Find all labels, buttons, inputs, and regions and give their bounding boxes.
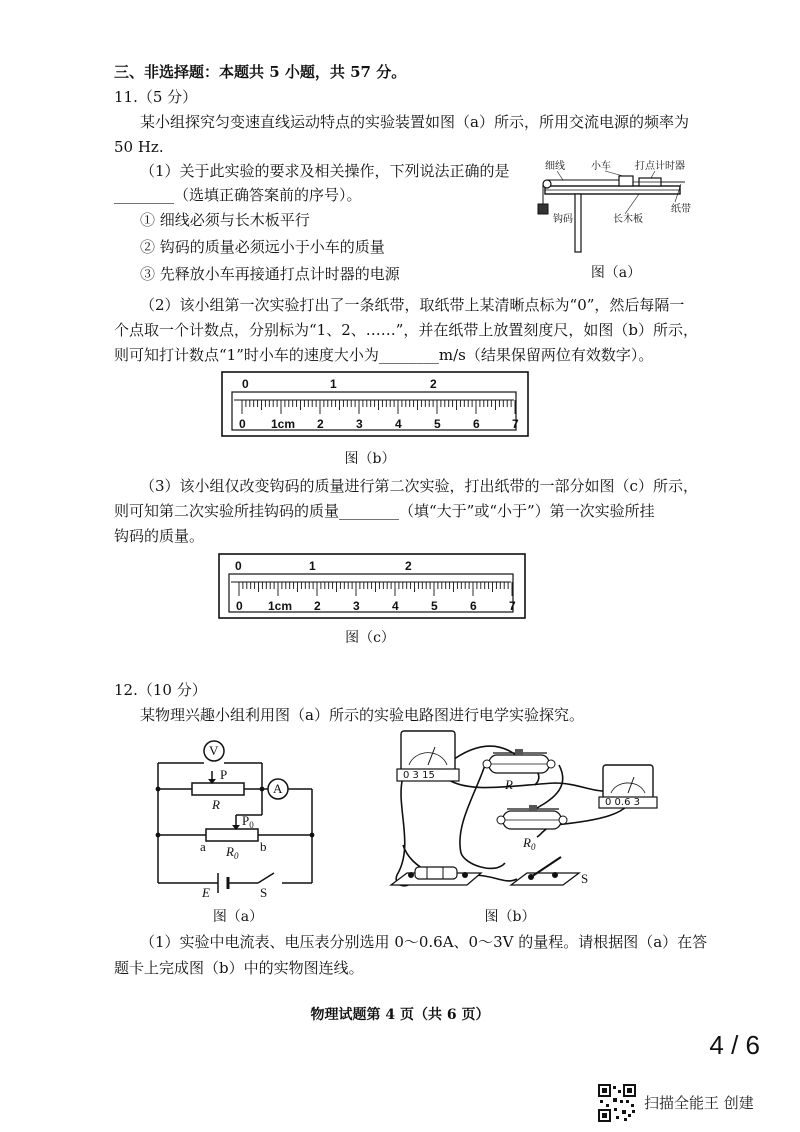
tape-label-2: 2 (405, 559, 412, 573)
ruler-cm-label: 4 (395, 417, 402, 431)
resistor-r-label: R (212, 797, 220, 812)
ruler-cm-label: 4 (392, 599, 399, 613)
ruler-cm-label: 7 (512, 417, 519, 431)
ammeter-device (599, 765, 657, 808)
photo-r0-sub: 0 (530, 842, 536, 852)
q11-option-1: ① 细线必须与长木板平行 (140, 211, 310, 229)
q11-heading: 11.（5 分） (114, 88, 198, 106)
q11-intro-line-1: 某小组探究匀变速直线运动特点的实验装置如图（a）所示，所用交流电源的频率为 (140, 113, 689, 131)
slider-p0-sub: 0 (249, 820, 254, 830)
switch-s-label: S (260, 885, 268, 900)
voltmeter-terminals: 0 3 15 (403, 770, 435, 781)
q12-part1-line-2: 题卡上完成图（b）中的实物图连线。 (114, 959, 364, 977)
ruler-cm-label: 1cm (271, 417, 296, 431)
resistor-r0-sub: 0 (233, 851, 239, 861)
q12-part1-line-1: （1）实验中电流表、电压表分别选用 0～0.6A、0～3V 的量程。请根据图（a）在答 (140, 933, 708, 951)
ruler-cm-label: 3 (356, 417, 363, 431)
ruler-c (217, 552, 527, 622)
tape-label-1: 1 (330, 377, 337, 391)
battery-device (391, 867, 481, 885)
ammeter-terminals: 0 0.6 3 (605, 797, 640, 808)
tape-label-1: 1 (309, 559, 316, 573)
slider-p-label: P (220, 767, 228, 782)
page-footer: 物理试题第 4 页（共 6 页） (310, 1007, 490, 1023)
q12-fig-a-caption: 图（a） (212, 909, 264, 925)
photo-r-label: R (505, 777, 513, 792)
ruler-cm-label: 0 (236, 599, 243, 613)
section-header: 三、非选择题：本题共 5 小题，共 57 分。 (114, 63, 407, 81)
q11-part1-line-1: （1）关于此实验的要求及相关操作，下列说法正确的是 (140, 162, 510, 180)
ruler-cm-label: 6 (470, 599, 477, 613)
switch-device (511, 857, 588, 886)
ruler-cm-label: 7 (509, 599, 516, 613)
q11-fig-b-caption: 图（b） (344, 451, 396, 467)
q11-part2-line-3: 则可知打计数点“1”时小车的速度大小为________m/s（结果保留两位有效数字）。 (114, 346, 654, 364)
terminal-a-label: a (200, 839, 206, 854)
q11-intro-line-2: 50 Hz. (114, 138, 164, 156)
equipment-picture (385, 725, 665, 900)
q11-option-2: ② 钩码的质量必须远小于小车的质量 (140, 238, 385, 256)
ammeter-label: A (273, 781, 283, 796)
photo-r0-main: R (523, 835, 531, 850)
terminal-b-label: b (260, 839, 267, 854)
q11-part2-line-2: 个点取一个计数点，分别标为“1、2、……”，并在纸带上放置刻度尺，如图（b）所示， (114, 321, 699, 339)
ruler-cm-label: 6 (473, 417, 480, 431)
q11-fig-c-caption: 图（c） (345, 630, 395, 646)
circuit-diagram (150, 735, 320, 905)
rheostat-r0-device (497, 805, 567, 852)
ruler-cm-label: 2 (317, 417, 324, 431)
slider-p0-main: P (242, 813, 250, 828)
q11-fig-a-caption: 图（a） (590, 265, 642, 281)
battery-e-label: E (202, 885, 210, 900)
qr-code-icon (598, 1084, 636, 1122)
q11-part3-line-1: （3）该小组仅改变钩码的质量进行第二次实验，打出纸带的一部分如图（c）所示， (140, 477, 698, 495)
ruler-cm-label: 5 (431, 599, 438, 613)
resistor-r0-label (225, 844, 239, 861)
q12-fig-b-caption: 图（b） (484, 909, 536, 925)
label-timer: 打点计时器 (635, 161, 685, 172)
ruler-b (220, 370, 530, 440)
q11-part3-line-2: 则可知第二次实验所挂钩码的质量________（填“大于”或“小于”）第一次实验所挂 (114, 502, 655, 520)
q11-option-3: ③ 先释放小车再接通打点计时器的电源 (140, 265, 400, 283)
page-number: 4 / 6 (709, 1030, 760, 1060)
label-car: 小车 (591, 161, 611, 172)
q11-part3-line-3: 钩码的质量。 (114, 527, 205, 545)
label-board: 长木板 (613, 214, 643, 225)
q11-part2-line-1: （2）该小组第一次实验打出了一条纸带，取纸带上某清晰点标为“0”，然后每隔一 (140, 296, 685, 314)
voltmeter-device (397, 731, 459, 781)
photo-r0-label (522, 835, 536, 852)
q11-part1-line-2: ________（选填正确答案前的序号）。 (114, 186, 362, 204)
q12-intro: 某物理兴趣小组利用图（a）所示的实验电路图进行电学实验探究。 (140, 706, 584, 724)
label-weight: 钩码 (553, 214, 573, 225)
ruler-cm-label: 0 (239, 417, 246, 431)
photo-s-label: S (581, 871, 589, 886)
apparatus-figure (535, 160, 705, 260)
voltmeter-label: V (209, 743, 219, 758)
tape-label-0: 0 (235, 559, 242, 573)
ruler-cm-label: 5 (434, 417, 441, 431)
ruler-cm-label: 1cm (268, 599, 293, 613)
label-thread: 细线 (545, 161, 565, 172)
ruler-cm-label: 3 (353, 599, 360, 613)
resistor-r0-main: R (226, 844, 234, 859)
scanner-watermark: 扫描全能王 创建 (644, 1094, 754, 1112)
tape-label-0: 0 (242, 377, 249, 391)
ruler-cm-label: 2 (314, 599, 321, 613)
q12-heading: 12.（10 分） (114, 681, 207, 699)
tape-label-2: 2 (430, 377, 437, 391)
label-tape: 纸带 (671, 204, 691, 215)
